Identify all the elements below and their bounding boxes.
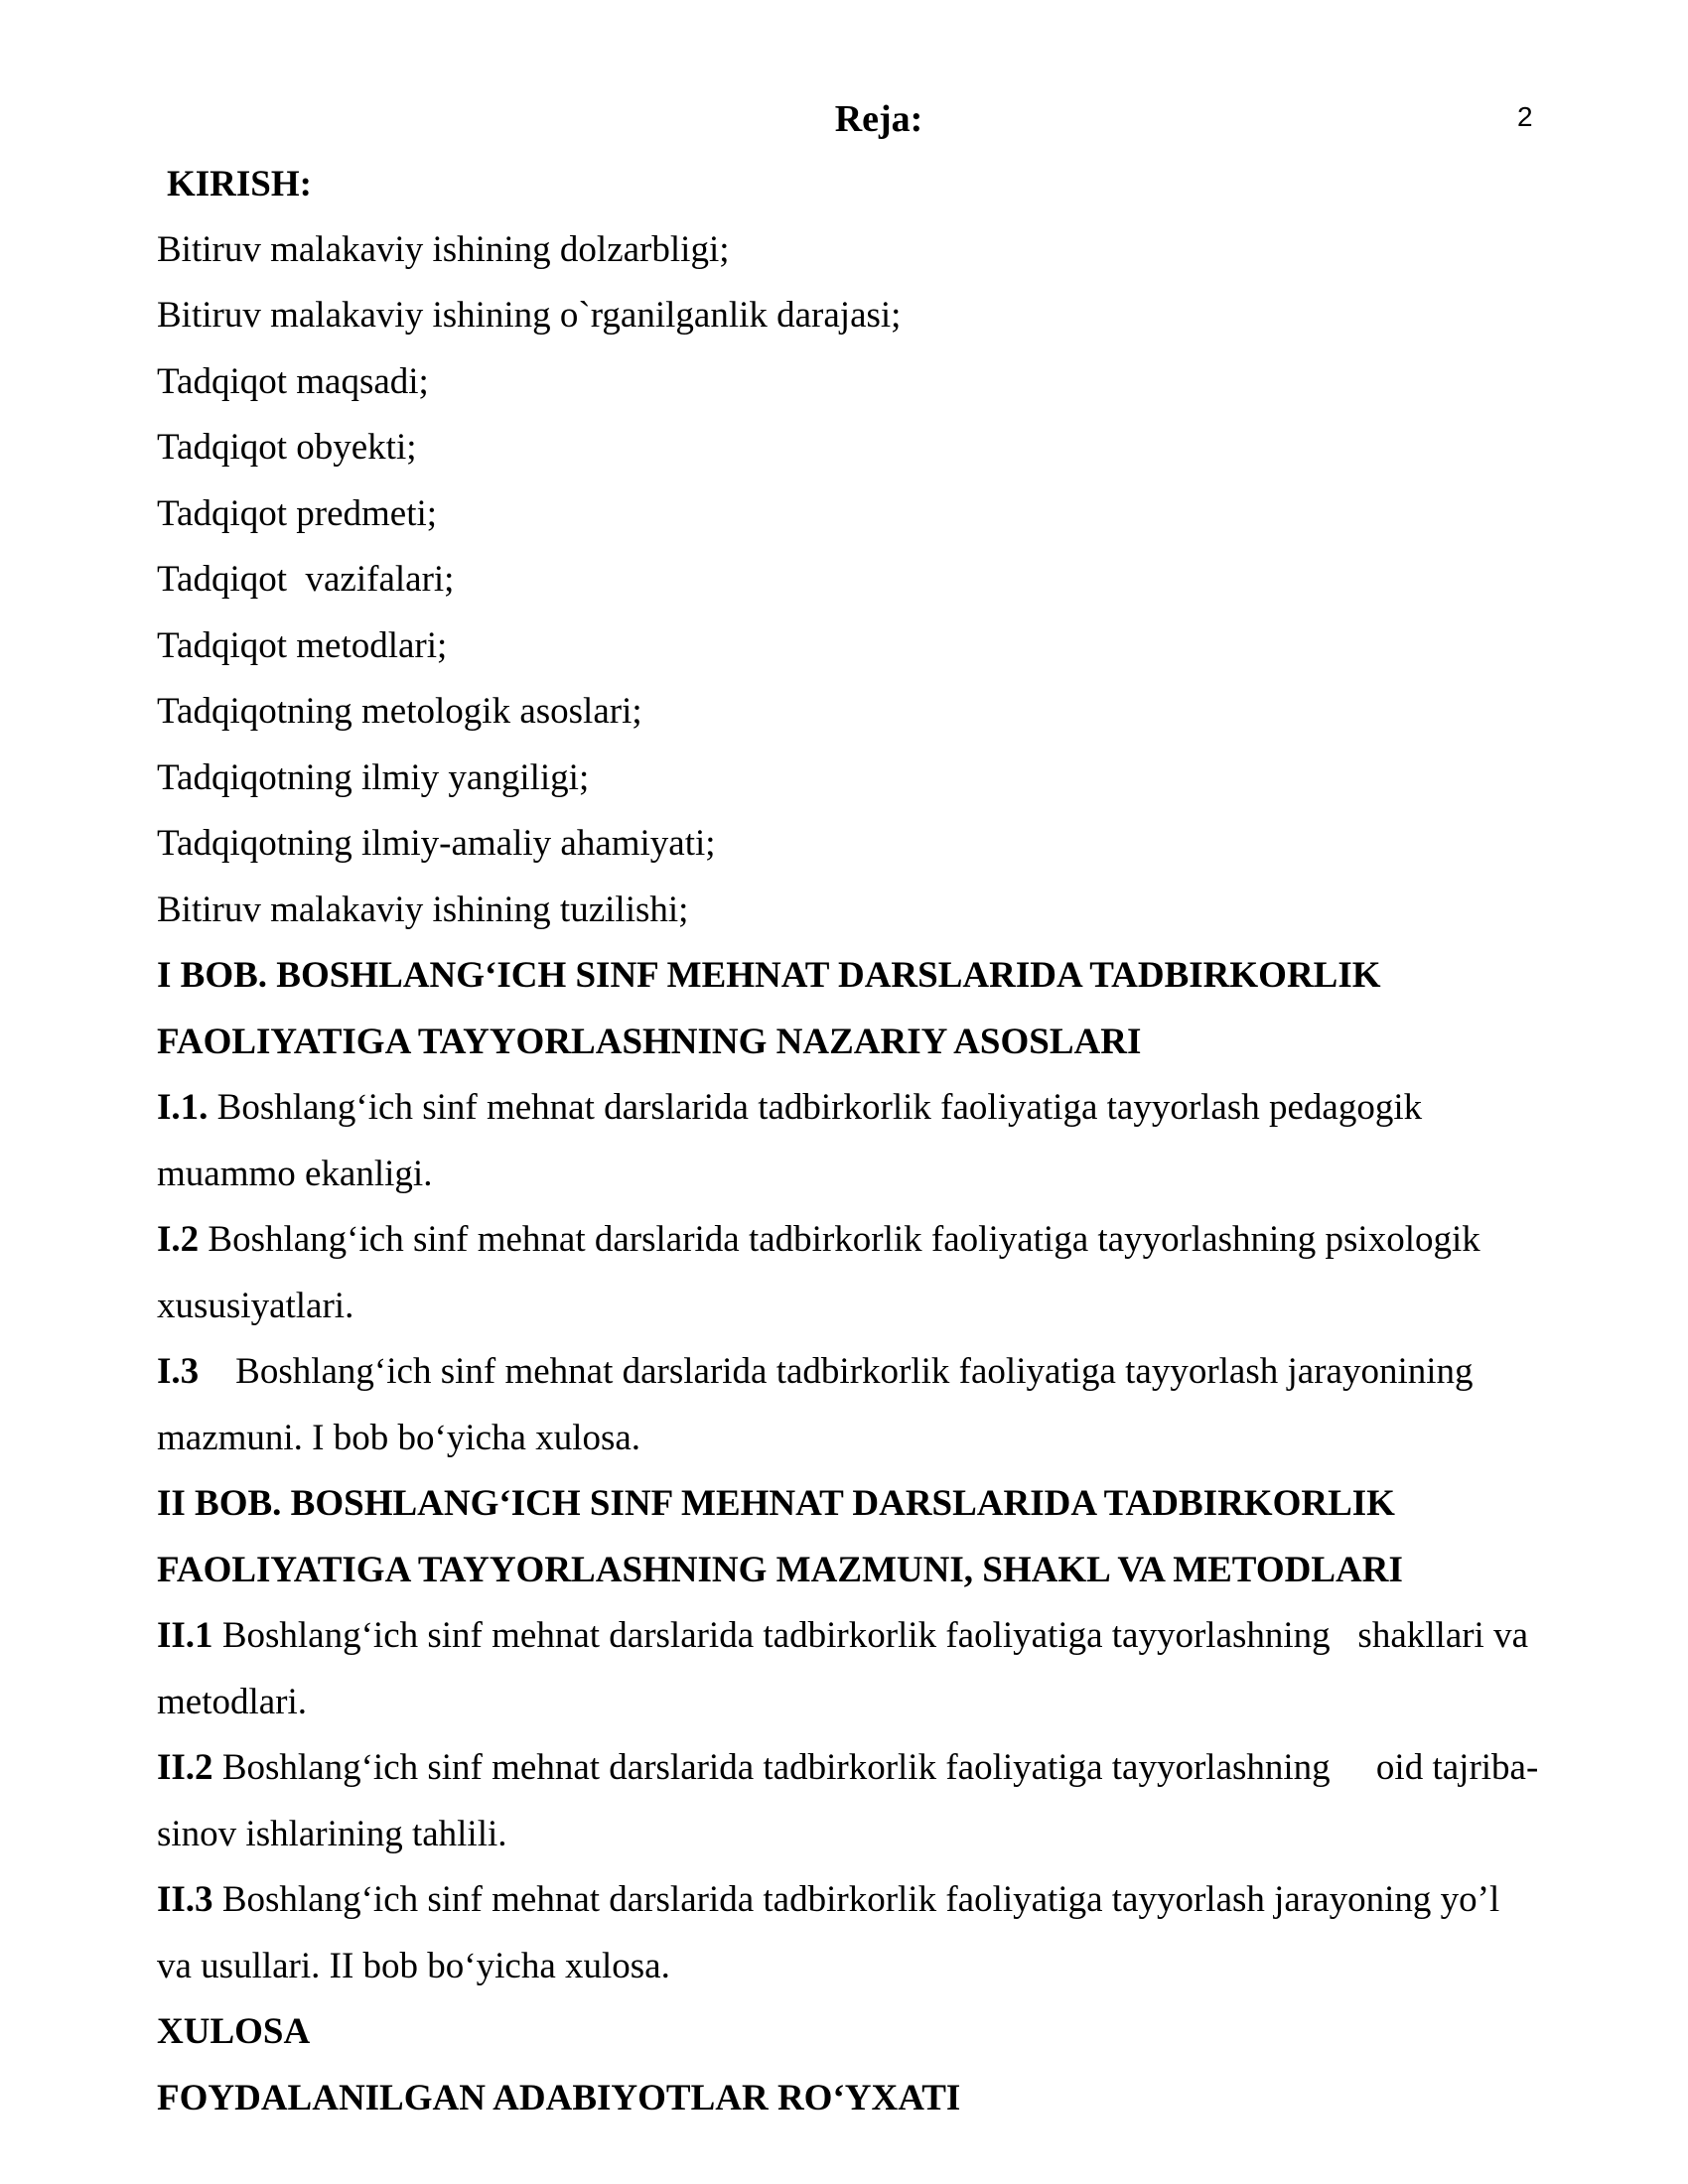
references-heading: FOYDALANILGAN ADABIYOTLAR RO‘YXATI	[157, 2078, 961, 2118]
section-text: Boshlang‘ich sinf mehnat darslarida tadbirkorlik faoliyatiga tayyorlash pedagogik	[208, 1087, 1423, 1128]
section-text: Boshlang‘ich sinf mehnat darslarida tadbirkorlik faoliyatiga tayyorlash jarayoning yo’l	[212, 1879, 1500, 1920]
intro-item: Tadqiqotning ilmiy-amaliy ahamiyati;	[157, 823, 716, 864]
section-item-continuation: va usullari. II bob bo‘yicha xulosa.	[157, 1946, 670, 1986]
page-title: Reja:	[834, 98, 923, 140]
section-item	[157, 1614, 1528, 1658]
section-item	[157, 1350, 1474, 1394]
intro-item: Tadqiqot maqsadi;	[157, 361, 429, 402]
section-text: Boshlang‘ich sinf mehnat darslarida tadbirkorlik faoliyatiga tayyorlashning shakllari va	[212, 1615, 1529, 1656]
chapter1-heading: I BOB. BOSHLANG‘ICH SINF MEHNAT DARSLARIDA TADBIRKORLIK	[157, 955, 1381, 996]
section-text: Boshlang‘ich sinf mehnat darslarida tadbirkorlik faoliyatiga tayyorlashning oid tajriba-	[212, 1747, 1539, 1788]
section-item	[157, 1878, 1499, 1922]
section-item-continuation: sinov ishlarining tahlili.	[157, 1814, 507, 1854]
section-item	[157, 1746, 1538, 1790]
section-number: II.3	[157, 1879, 213, 1920]
section-text: Boshlang‘ich sinf mehnat darslarida tadbirkorlik faoliyatiga tayyorlash jarayonining	[199, 1351, 1474, 1392]
section-number: I.2	[157, 1219, 200, 1260]
section-text: Boshlang‘ich sinf mehnat darslarida tadbirkorlik faoliyatiga tayyorlashning psixologik	[199, 1219, 1480, 1260]
section-number: II.1	[157, 1615, 213, 1656]
section-number: II.2	[157, 1747, 213, 1788]
section-item-continuation: metodlari.	[157, 1682, 308, 1722]
section-item	[157, 1218, 1480, 1262]
section-item-continuation: xususiyatlari.	[157, 1286, 354, 1326]
chapter1-heading: FAOLIYATIGA TAYYORLASHNING NAZARIY ASOSLARI	[157, 1022, 1142, 1062]
intro-item: Bitiruv malakaviy ishining o`rganilganlik darajasi;	[157, 295, 902, 336]
intro-item: Tadqiqotning ilmiy yangiligi;	[157, 757, 590, 798]
intro-item: Bitiruv malakaviy ishining dolzarbligi;	[157, 229, 730, 270]
conclusion-heading: XULOSA	[157, 2011, 311, 2052]
chapter2-heading: II BOB. BOSHLANG‘ICH SINF MEHNAT DARSLARIDA TADBIRKORLIK	[157, 1483, 1395, 1524]
intro-item: Bitiruv malakaviy ishining tuzilishi;	[157, 889, 689, 930]
page-number: 2	[1517, 101, 1533, 132]
intro-item: Tadqiqot metodlari;	[157, 625, 448, 666]
intro-heading: KIRISH:	[167, 164, 312, 205]
section-item	[157, 1086, 1422, 1130]
section-item-continuation: muammo ekanligi.	[157, 1154, 433, 1194]
section-number: I.3	[157, 1351, 200, 1392]
intro-item: Tadqiqot obyekti;	[157, 427, 417, 468]
section-number: I.1.	[157, 1087, 209, 1128]
intro-item: Tadqiqot predmeti;	[157, 493, 438, 534]
intro-item: Tadqiqot vazifalari;	[157, 559, 455, 600]
section-item-continuation: mazmuni. I bob bo‘yicha xulosa.	[157, 1418, 641, 1458]
intro-item: Tadqiqotning metologik asoslari;	[157, 691, 642, 732]
chapter2-heading: FAOLIYATIGA TAYYORLASHNING MAZMUNI, SHAKL VA METODLARI	[157, 1550, 1403, 1590]
